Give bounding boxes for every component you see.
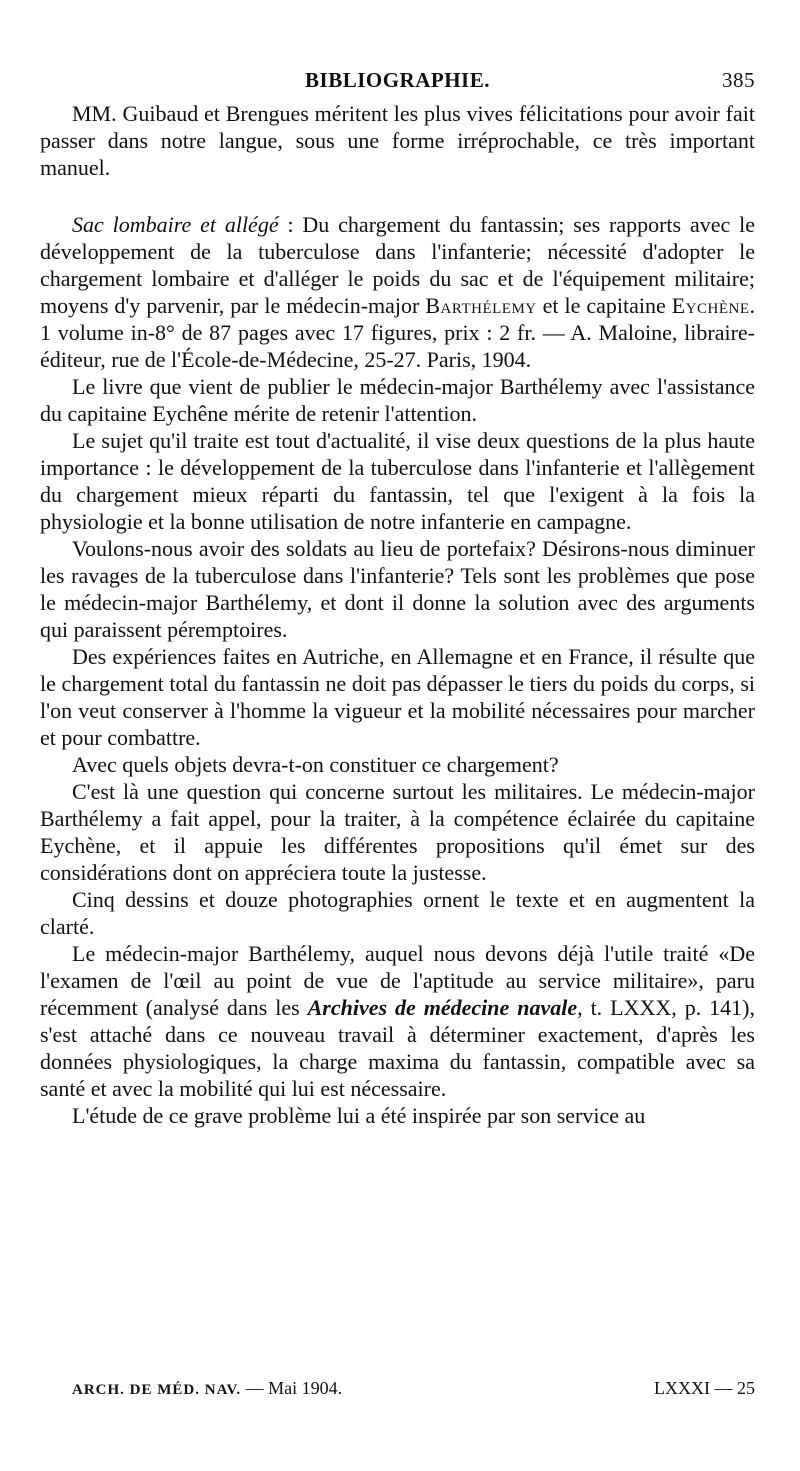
section-gap [40,181,755,211]
author-connector: et le capitaine [536,293,672,318]
paragraph-5: Voulons-nous avoir des soldats au lieu de portefaix? Désirons-nous diminuer les ravages de la tuberculose dans l'infanterie? Tels sont les problèmes que pose le médecin-major Barthélemy, et dont il donne la solution avec des arguments qui paraissent péremptoires. [40,536,755,642]
paragraph-9: Cinq dessins et douze photographies ornent le texte et en augmentent la clarté. [40,887,755,939]
page-footer [40,1378,755,1408]
page-number: 385 [722,68,755,92]
paragraph-11: L'étude de ce grave problème lui a été inspirée par son service au [72,1103,646,1128]
journal-title: Archives de médecine navale [307,995,578,1020]
footer-date: — Mai 1904. [245,1378,343,1398]
document-page [40,60,755,1420]
paragraph-7: Avec quels objets devra-t-on constituer ce chargement? [72,752,559,777]
footer-citation [72,1378,342,1399]
running-header [40,60,755,100]
paragraph-10-end: , t. LXXX, p. 141), s'est attaché dans ce nouveau travail à déterminer exactement, d'après les données physiologiques, la charge maxima du fantassin, compatible avec sa santé et avec la mobilité qui lui est nécessaire. [40,995,755,1101]
paragraph-8: C'est là une question qui concerne surtout les militaires. Le médecin-major Barthélemy a fait appel, pour la traiter, à la compétence éclairée du capitaine Eychène, et il appuie les différentes propositions qu'il émet sur des considérations dont on appréciera toute la justesse. [40,779,755,885]
coauthor-name: Eychène [671,293,750,318]
paragraph-4: Le sujet qu'il traite est tout d'actualité, il vise deux questions de la plus haute importance : le développement de la tuberculose dans l'infanterie et l'allègement du chargement mieux réparti du fantassin, tel que l'exigent à la fois la physiologie et la bonne utilisation de notre infanterie en campagne. [40,428,755,534]
footer-signature: LXXXI — 25 [654,1378,755,1398]
book-description: : Du chargement du fantassin; ses rapports avec le développement de la tuberculose dans l'infanterie; nécessité d'adopter le chargement lombaire et d'alléger le poids du sac et de l'équipement militaire; moyens d'y parvenir, par le médecin-major [40,212,755,318]
author-name: Barthélemy [425,293,537,318]
paragraph-10 [40,940,755,1102]
paragraph-6: Des expériences faites en Autriche, en Allemagne et en France, il résulte que le chargement total du fantassin ne doit pas dépasser le tiers du poids du corps, si l'on veut conserver à l'homme la vigueur et la mobilité nécessaires pour marcher et pour combattre. [40,644,755,750]
footer-journal: ARCH. DE MÉD. NAV. [72,1382,242,1398]
publication-details: . 1 volume in-8° de 87 pages avec 17 figures, prix : 2 fr. — A. Maloine, libraire-éditeur, rue de l'École-de-Médecine, 25-27. Paris, 1904. [40,293,755,372]
body-text [40,100,755,1129]
page-title: BIBLIOGRAPHIE. [305,68,490,92]
paragraph-3: Le livre que vient de publier le médecin-major Barthélemy avec l'assistance du capitaine Eychêne mérite de retenir l'attention. [40,374,755,426]
book-title: Sac lombaire et allégé [72,212,279,237]
paragraph-1: MM. Guibaud et Brengues méritent les plus vives félicitations pour avoir fait passer dans notre langue, sous une forme irréprochable, ce très important manuel. [40,101,755,180]
paragraph-review-entry [40,211,755,373]
paragraph-10-start: Le médecin-major Barthélemy, auquel nous devons déjà l'utile traité «De l'examen de l'œil au point de vue de l'aptitude au service militaire», paru récemment (analysé dans les [40,941,755,1020]
